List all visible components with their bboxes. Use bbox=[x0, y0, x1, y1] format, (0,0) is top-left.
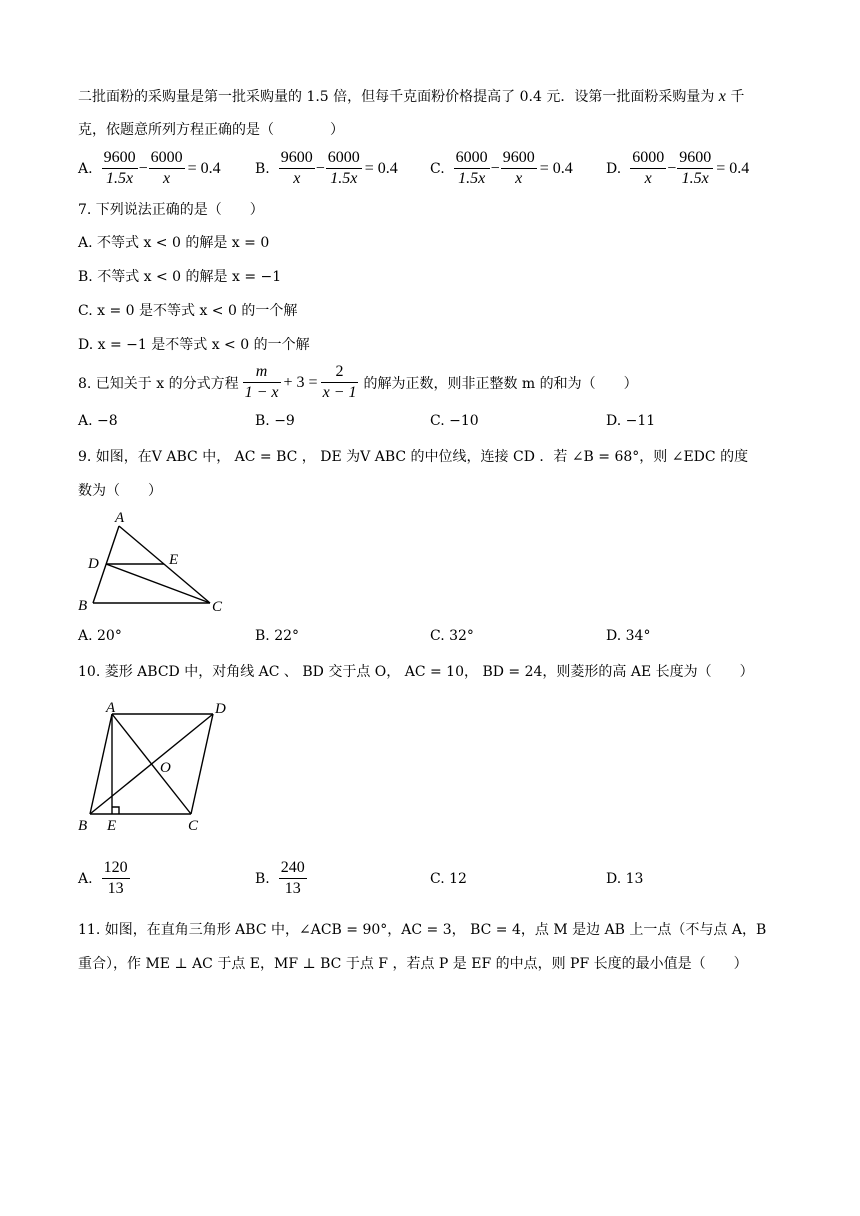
q10-label-e: E bbox=[107, 818, 117, 834]
q7-stem: 7. 下列说法正确的是（ ） bbox=[78, 202, 264, 218]
q6-line2: 克，依题意所列方程正确的是（ ） bbox=[78, 122, 344, 138]
q9-label-c: C bbox=[212, 599, 223, 615]
q10-option-c: C. 12 bbox=[430, 871, 467, 887]
q9-option-a: A. 20° bbox=[78, 628, 122, 644]
q10-rhombus-figure bbox=[76, 696, 246, 836]
q10-option-d: D. 13 bbox=[606, 871, 644, 887]
q8-stem: 8. 已知关于 x 的分式方程 $\frac{m}{1 - x}$ + 3 = $\frac{2}{x - 1}$ 的解为正数，则非正整数 m 的和为（ ） bbox=[78, 363, 638, 401]
q9-label-b: B bbox=[78, 598, 88, 614]
q9-option-d: D. 34° bbox=[606, 628, 651, 644]
q9-line2: 数为（ ） bbox=[78, 483, 162, 499]
q9-triangle-figure bbox=[78, 506, 238, 618]
q10-label-a: A bbox=[106, 700, 116, 716]
q10-line1: 10. 菱形 ABCD 中，对角线 AC 、 BD 交于点 O， AC = 10， BD = 24，则菱形的高 AE 长度为（ ） bbox=[78, 664, 754, 680]
q7-option-d: D. x = −1 是不等式 x < 0 的一个解 bbox=[78, 337, 310, 353]
q9-label-a: A bbox=[115, 510, 125, 526]
q6-option-d: D. $\frac{6000}{x}$ − $\frac{9600}{1.5x}$ = 0.4 bbox=[606, 149, 750, 187]
q10-label-d: D bbox=[215, 701, 226, 717]
q8-option-a: A. −8 bbox=[78, 413, 118, 429]
q8-option-c: C. −10 bbox=[430, 413, 479, 429]
q11-line2: 重合），作 ME ⊥ AC 于点 E，MF ⊥ BC 于点 F ，若点 P 是 EF 的中点，则 PF 长度的最小值是（ ） bbox=[78, 956, 748, 972]
q9-label-e: E bbox=[169, 552, 179, 568]
q10-label-o: O bbox=[160, 760, 171, 776]
q10-label-c: C bbox=[188, 818, 199, 834]
q10-option-a: A. $\frac{120}{13}$ bbox=[78, 859, 128, 897]
q7-option-c: C. x = 0 是不等式 x < 0 的一个解 bbox=[78, 303, 298, 319]
q8-option-d: D. −11 bbox=[606, 413, 656, 429]
q9-option-b: B. 22° bbox=[255, 628, 300, 644]
q6-option-b: B. $\frac{9600}{x}$ − $\frac{6000}{1.5x}$ = 0.4 bbox=[255, 149, 398, 187]
q7-option-b: B. 不等式 x < 0 的解是 x = −1 bbox=[78, 269, 282, 285]
q11-line1: 11. 如图，在直角三角形 ABC 中，∠ACB = 90°，AC = 3， BC = 4，点 M 是边 AB 上一点（不与点 A，B bbox=[78, 922, 767, 938]
q8-option-b: B. −9 bbox=[255, 413, 295, 429]
q7-option-a: A. 不等式 x < 0 的解是 x = 0 bbox=[78, 235, 270, 251]
q9-label-d: D bbox=[88, 556, 99, 572]
q9-option-c: C. 32° bbox=[430, 628, 474, 644]
q6-line1: 二批面粉的采购量是第一批采购量的 1.5 倍，但每千克面粉价格提高了 0.4 元．设第一批面粉采购量为 x 千 bbox=[78, 88, 745, 105]
q10-label-b: B bbox=[78, 818, 88, 834]
q10-option-b: B. $\frac{240}{13}$ bbox=[255, 859, 305, 897]
q6-option-c: C. $\frac{6000}{1.5x}$ − $\frac{9600}{x}$ = 0.4 bbox=[430, 149, 573, 187]
q9-line1: 9. 如图，在V ABC 中， AC = BC ， DE 为V ABC 的中位线，连接 CD ．若 ∠B = 68°，则 ∠EDC 的度 bbox=[78, 449, 749, 465]
q6-option-a: A. $\frac{9600}{1.5x}$ − $\frac{6000}{x}$ = 0.4 bbox=[78, 149, 221, 187]
